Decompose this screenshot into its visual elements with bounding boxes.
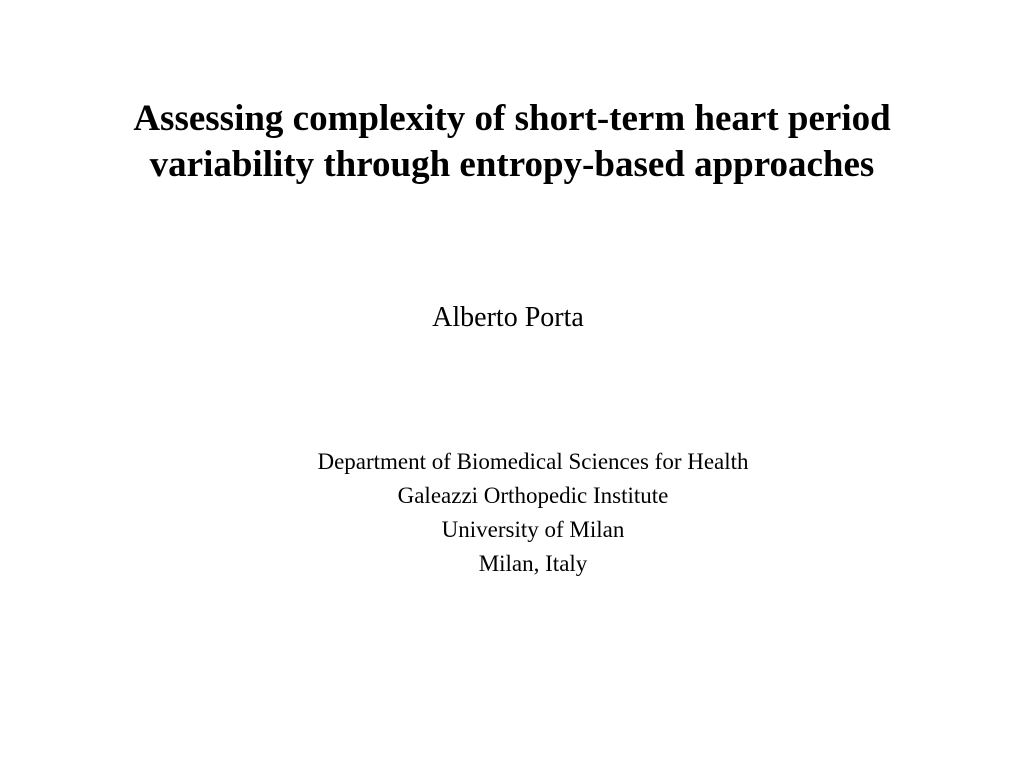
- author-name: Alberto Porta: [432, 302, 584, 333]
- affiliation: [228, 445, 838, 581]
- affiliation-department: Department of Biomedical Sciences for Health: [317, 449, 749, 474]
- slide-title: [62, 96, 962, 188]
- title-line-1: Assessing complexity of short-term heart period: [133, 98, 891, 139]
- affiliation-institute: Galeazzi Orthopedic Institute: [397, 483, 669, 508]
- title-line-2: variability through entropy-based approaches: [149, 144, 875, 185]
- affiliation-location: Milan, Italy: [478, 551, 588, 576]
- affiliation-university: University of Milan: [441, 517, 625, 542]
